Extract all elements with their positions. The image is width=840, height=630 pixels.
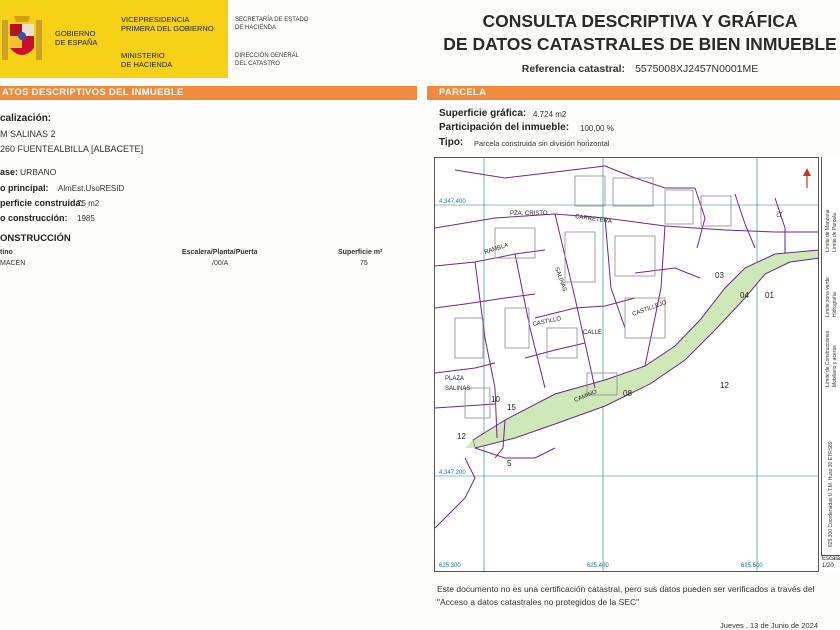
map-label-cl: CL <box>776 209 785 219</box>
ref-label: Referencia catastral: <box>521 63 626 75</box>
map-label-camino: CAMINO <box>573 389 599 404</box>
coat-of-arms-icon <box>0 14 44 66</box>
secretaria-label: SECRETARÍA DE ESTADO DE HACIENDA <box>235 17 309 31</box>
legend-item-2: Límite de Parcela <box>832 213 838 252</box>
address-line-2: 260 FUENTEALBILLA [ALBACETE] <box>0 144 144 154</box>
parcel-number-01: 01 <box>765 291 774 300</box>
map-drawing <box>435 158 819 572</box>
localizacion-label: calización: <box>0 113 52 124</box>
legend-item-3: Límite de Construcciones <box>825 330 831 387</box>
government-logo-band <box>0 0 228 78</box>
uso-label: o principal: <box>0 183 49 193</box>
clase-label: ase: <box>0 167 19 177</box>
legend-item-4: Mobiliario y aceras <box>832 345 838 387</box>
row-escalera: /00/A <box>212 260 229 267</box>
col-destino-header: tino <box>0 249 13 256</box>
map-label-castillo: CASTILLO <box>532 316 562 328</box>
footer-date: Jueves , 13 de Junio de 2024 <box>720 621 818 630</box>
easting-3: 625.500 <box>741 563 763 569</box>
title-line-2: DE DATOS CATASTRALES DE BIEN INMUEBLE <box>443 34 837 54</box>
north-arrow-icon <box>803 168 811 188</box>
map-label-salinas: SALINAS <box>553 266 568 293</box>
easting-1: 625.300 <box>439 563 461 569</box>
sup-grafica-value: 4.724 m2 <box>533 110 567 119</box>
legend-item-5: Límite zona verde <box>825 277 831 317</box>
parcel-number-12-west: 12 <box>457 432 466 441</box>
ministerio-label: MINISTERIO DE HACIENDA <box>121 51 173 69</box>
map-legend <box>821 157 840 572</box>
map-label-rambla: RAMBLA <box>483 242 510 256</box>
map-label-pza-cristo: PZA. CRISTO <box>510 211 548 217</box>
anio-value: 1985 <box>77 214 95 223</box>
parcel-number-08: 08 <box>623 389 632 398</box>
superficie-label: perficie construida: <box>0 198 84 208</box>
anio-label: o construcción: <box>0 213 68 223</box>
row-destino: MACEN <box>0 260 26 267</box>
legend-projection: 625.300 Coordenadas U.T.M. Huso 30 ETRS89 <box>828 441 834 547</box>
row-superficie: 75 <box>360 260 368 267</box>
construccion-title: ONSTRUCCIÓN <box>0 233 71 244</box>
coord-bottom: 4.347.200 <box>439 470 466 476</box>
parcel-number-10: 10 <box>491 395 500 404</box>
tipo-label: Tipo: <box>439 137 464 148</box>
map-label-castillejo: CASTILLEJO <box>631 299 668 318</box>
parcel-number-04: 04 <box>740 291 749 300</box>
parcel-number-12-east: 12 <box>720 381 729 390</box>
direccion-label: DIRECCIÓN GENERAL DEL CATASTRO <box>235 53 300 67</box>
section-bar-parcela: PARCELA <box>427 86 840 100</box>
superficie-value: 75 m2 <box>77 199 100 208</box>
col-escalera-header: Escalera/Planta/Puerta <box>182 249 258 256</box>
map-label-carretera: CARRETERA <box>574 214 613 226</box>
participacion-value: 100,00 % <box>580 124 614 133</box>
sup-grafica-label: Superficie gráfica: <box>439 108 527 119</box>
participacion-label: Participación del inmueble: <box>439 122 570 133</box>
address-line-1: M SALINAS 2 <box>0 129 56 139</box>
map-label-calle: CALLE <box>583 330 603 336</box>
gobierno-espana-label: GOBIERNO DE ESPAÑA <box>55 29 98 47</box>
map-label-plaza: PLAZA <box>445 376 465 382</box>
legend-item-1: Límite de Manzana <box>825 209 831 252</box>
title-line-1: CONSULTA DESCRIPTIVA Y GRÁFICA <box>482 11 798 31</box>
document-title <box>440 10 840 56</box>
easting-2: 625.400 <box>587 563 609 569</box>
parcel-number-03: 03 <box>715 271 724 280</box>
ref-value: 5575008XJ2457N0001ME <box>635 63 759 75</box>
section-bar-datos: ATOS DESCRIPTIVOS DEL INMUEBLE <box>0 86 417 100</box>
footer-disclaimer: Este documento no es una certificación catastral, pero sus datos pueden ser verificados a través del "Acceso a datos catastrales no protegidos de la SEC" <box>437 584 815 607</box>
cadastral-map <box>434 157 819 572</box>
legend-item-6: Hidrografía <box>832 292 838 317</box>
map-label-salinas2: SALINAS <box>445 386 471 392</box>
scale-label: Escala 1/20 <box>822 556 840 569</box>
parcel-area <box>473 250 819 448</box>
clase-value: URBANO <box>20 167 57 177</box>
parcel-number-15: 15 <box>507 403 516 412</box>
vicepresidencia-label: VICEPRESIDENCIA PRIMERA DEL GOBIERNO <box>121 15 214 33</box>
parcel-number-5: 5 <box>507 459 512 468</box>
scale-indicator <box>821 555 840 572</box>
government-header <box>0 0 420 82</box>
tipo-value: Parcela construida sin división horizontal <box>474 139 610 148</box>
uso-value: AlmEst.UsoRESID <box>58 184 125 193</box>
referencia-catastral <box>440 63 840 75</box>
coord-top: 4.347.400 <box>439 199 466 205</box>
col-superficie-header: Superficie m² <box>338 249 383 256</box>
